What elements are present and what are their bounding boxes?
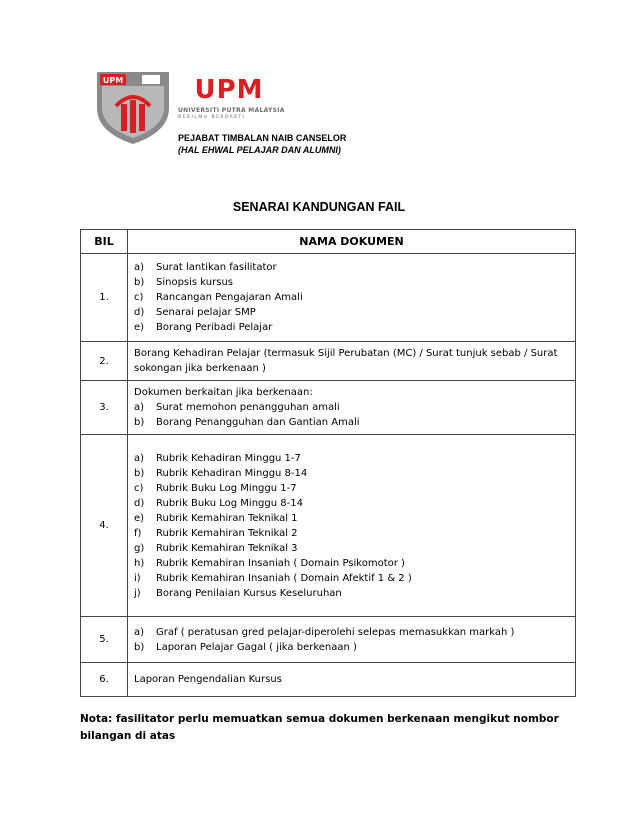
- list-item: [134, 400, 569, 415]
- row-intro-text: Laporan Pengendalian Kursus: [134, 674, 282, 685]
- item-text: Rubrik Kemahiran Teknikal 3: [156, 542, 298, 554]
- list-item: [134, 541, 569, 556]
- item-letter: d): [134, 307, 145, 318]
- item-letter: f): [134, 527, 142, 539]
- item-letter: e): [134, 512, 145, 524]
- list-item: [134, 275, 569, 290]
- svg-text:UPM: UPM: [102, 76, 124, 85]
- list-item: [134, 511, 569, 526]
- list-item: [134, 466, 569, 481]
- list-item: [134, 496, 569, 511]
- item-letter: d): [134, 497, 145, 509]
- row-content: [128, 342, 576, 381]
- list-item: [134, 571, 569, 586]
- table-row: [81, 342, 576, 381]
- document-title: SENARAI KANDUNGAN FAIL: [232, 200, 406, 214]
- list-item: [134, 305, 569, 320]
- item-text: Borang Penangguhan dan Gantian Amali: [156, 417, 360, 428]
- item-text: Graf ( peratusan gred pelajar-diperolehi selepas memasukkan markah ): [156, 626, 515, 638]
- list-item: [134, 586, 569, 601]
- list-item: [134, 415, 569, 430]
- logo-subtitle: UNIVERSITI PUTRA MALAYSIA: [178, 107, 285, 114]
- table-row: [81, 254, 576, 342]
- document-table: [80, 229, 576, 697]
- item-letter: c): [134, 482, 144, 494]
- list-item: [134, 451, 569, 466]
- item-text: Rubrik Kemahiran Teknikal 1: [156, 512, 298, 524]
- list-item: [134, 481, 569, 496]
- row-content: [128, 617, 576, 663]
- row-number: 5.: [81, 617, 128, 663]
- upm-wordmark: [178, 75, 285, 120]
- row-number: 1.: [81, 254, 128, 342]
- item-text: Rubrik Kemahiran Insaniah ( Domain Afektif 1 & 2 ): [156, 572, 412, 584]
- table-row: [81, 663, 576, 697]
- item-text: Senarai pelajar SMP: [156, 307, 256, 318]
- item-letter: b): [134, 641, 145, 653]
- row-intro-text: Borang Kehadiran Pelajar (termasuk Sijil Perubatan (MC) / Surat tunjuk sebab / Surat sokongan jika berkenaan ): [134, 348, 558, 374]
- item-letter: e): [134, 322, 145, 333]
- table-header-row: [81, 230, 576, 254]
- item-letter: i): [134, 572, 141, 584]
- item-text: Surat lantikan fasilitator: [156, 262, 277, 273]
- row-number: 2.: [81, 342, 128, 381]
- col-nama-dokumen: NAMA DOKUMEN: [128, 230, 576, 254]
- row-intro-text: Dokumen berkaitan jika berkenaan:: [134, 387, 313, 398]
- item-letter: h): [134, 557, 145, 569]
- item-text: Borang Penilaian Kursus Keseluruhan: [156, 587, 342, 599]
- item-text: Borang Peribadi Pelajar: [156, 322, 273, 333]
- row-number: 3.: [81, 381, 128, 435]
- list-item: [134, 526, 569, 541]
- list-item: [134, 625, 569, 640]
- row-number: 4.: [81, 435, 128, 617]
- item-text: Rubrik Kemahiran Insaniah ( Domain Psikomotor ): [156, 557, 405, 569]
- item-letter: a): [134, 452, 145, 464]
- upm-crest-logo: [94, 66, 172, 146]
- upm-logo-text: UPM: [194, 75, 264, 105]
- note: Nota: fasilitator perlu memuatkan semua dokumen berkenaan mengikut nombor bilangan di atas: [80, 713, 559, 742]
- list-item: [134, 290, 569, 305]
- item-letter: a): [134, 262, 145, 273]
- list-item: [134, 556, 569, 571]
- row-number: 6.: [81, 663, 128, 697]
- item-letter: j): [134, 587, 141, 599]
- table-row: [81, 617, 576, 663]
- col-bil: BIL: [81, 230, 128, 254]
- item-text: Laporan Pelajar Gagal ( jika berkenaan ): [156, 641, 357, 653]
- table-row: [81, 435, 576, 617]
- item-letter: b): [134, 277, 145, 288]
- item-text: Sinopsis kursus: [156, 277, 233, 288]
- office-line-1: PEJABAT TIMBALAN NAIB CANSELOR: [178, 133, 347, 143]
- row-content: [128, 663, 576, 697]
- item-text: Rubrik Kehadiran Minggu 1-7: [156, 452, 301, 464]
- row-content: [128, 435, 576, 617]
- item-letter: b): [134, 417, 145, 428]
- item-text: Surat memohon penangguhan amali: [156, 402, 340, 413]
- item-letter: c): [134, 292, 144, 303]
- item-text: Rubrik Kemahiran Teknikal 2: [156, 527, 298, 539]
- table-body: [81, 254, 576, 697]
- list-item: [134, 260, 569, 275]
- item-letter: a): [134, 626, 145, 638]
- item-letter: b): [134, 467, 145, 479]
- item-text: Rubrik Buku Log Minggu 8-14: [156, 497, 303, 509]
- item-text: Rubrik Buku Log Minggu 1-7: [156, 482, 297, 494]
- row-content: [128, 381, 576, 435]
- table-row: [81, 381, 576, 435]
- list-item: [134, 640, 569, 655]
- item-text: Rancangan Pengajaran Amali: [156, 292, 303, 303]
- office-heading: [178, 132, 346, 156]
- list-item: [134, 320, 569, 335]
- item-letter: a): [134, 402, 145, 413]
- logo-tagline: BERILMU BERBAKTI: [178, 115, 246, 120]
- item-letter: g): [134, 542, 145, 554]
- office-line-2: (HAL EHWAL PELAJAR DAN ALUMNI): [178, 145, 341, 155]
- row-content: [128, 254, 576, 342]
- item-text: Rubrik Kehadiran Minggu 8-14: [156, 467, 308, 479]
